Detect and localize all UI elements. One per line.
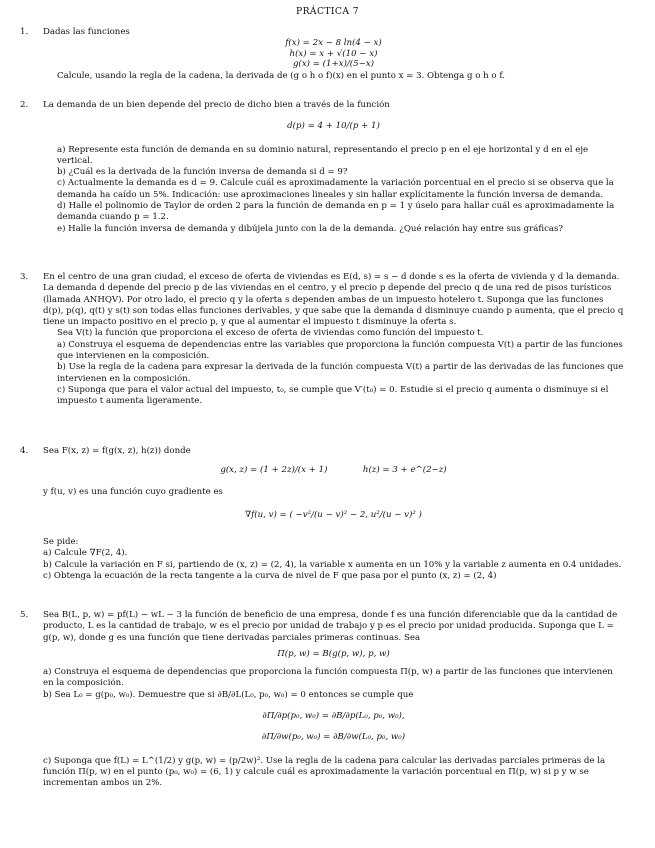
equation-h: h(x) = x + √(10 − x) [289,48,378,59]
problem-number: 4. [20,446,29,456]
equation-h: h(z) = 3 + e^(2−z) [362,465,447,476]
problem-item: b) ¿Cuál es la derivada de la función inversa de demanda si d = 9? [57,167,348,178]
problem-number: 2. [20,100,29,110]
problem-item: c) Suponga que f(L) = L^(1/2) y g(p, w) = (p/2w)². Use la regla de la cadena para calcular las derivadas parciales primeras de la función Π(p, w) en el punto (p₀, w₀) = (6, 1) y calcule cuál es aproximadamente la variación porcentual en Π(p, w) si p y w se incrementan ambos un 2%. [43,755,606,789]
problem-item: a) Construya el esquema de dependencias entre las variables que proporciona la función compuesta V(t) a partir de las funciones que intervienen en la composición. [57,339,623,362]
problem-item: b) Use la regla de la cadena para expresar la derivada de la función compuesta V(t) a partir de las derivadas de las funciones que intervienen en la composición. [57,362,624,384]
problem-intro: La demanda de un bien depende del precio de dicho bien a través de la función [43,100,390,110]
problem-intro: Sea F(x, z) = f(g(x, z), h(z)) donde [43,446,191,456]
problem-item: e) Halle la función inversa de demanda y dibújela junto con la de la demanda. ¿Qué relación hay entre sus gráficas? [57,223,564,234]
problem-number: 5. [20,610,29,620]
problem-number: 1. [20,27,29,37]
problem-intro: Dadas las funciones [43,27,130,37]
equation-pi: Π(p, w) = B(g(p, w), p, w) [277,648,390,659]
page-title: PRÁCTICA 7 [296,6,359,17]
problem-item: a) Construya el esquema de dependencias que proporciona la función compuesta Π(p, w) a partir de las funciones que intervienen en la composición. [43,667,613,689]
problem-item: b) Calcule la variación en F si, partiendo de (x, z) = (2, 4), la variable x aumenta en un 10% y la variable z aumenta en 0.4 unidades. [43,559,622,570]
problem-text: Calcule, usando la regla de la cadena, la derivada de (g o h o f)(x) en el punto x = 3. Obtenga g o h o f. [57,70,505,81]
se-pide: Se pide: [43,537,79,548]
equation-f: f(x) = 2x − 8 ln(4 − x) [285,38,382,49]
problem-item: a) Represente esta función de demanda en su dominio natural, representando el precio p en el eje horizontal y d en el eje vertical. [57,144,589,166]
problem-item: c) Obtenga la ecuación de la recta tangente a la curva de nivel de F que pasa por el punto (x, z) = (2, 4) [43,571,497,582]
problem-3 [20,272,624,408]
equations-g-h [43,465,624,476]
problem-5 [20,610,624,790]
problem-sea: Sea V(t) la función que proporciona el exceso de oferta de viviendas como función del impuesto t. [57,328,484,339]
problem-1 [20,27,624,82]
equation-b1: ∂Π/∂p(p₀, w₀) = ∂B/∂p(L₀, p₀, w₀), [262,711,405,722]
problem-paragraph: En el centro de una gran ciudad, el exceso de oferta de viviendas es E(d, s) = s − d donde s es la oferta de vivienda y d la demanda. La demanda d depende del precio p de las viviendas en el centro, y el precio p depende del precio q de una red de pisos turísticos (llamada ANHQV). Por otro lado, el precio q y la oferta s dependen ambas de un impuesto hotelero t. Suponga que las funciones d(p), p(q), q(t) y s(t) son todas ellas funciones derivables, y que sabe que la demanda d disminuye cuando p aumenta, que el precio q tiene un impacto positivo en el precio p, y que al aumentar el impuesto t disminuye la oferta s. [43,272,624,328]
problem-4 [20,446,624,582]
gradient-intro: y f(u, v) es una función cuyo gradiente es [43,486,223,497]
equation-gradient: ∇f(u, v) = ( −v²/(u − v)² − 2, u²/(u − v)² ) [245,509,422,520]
problem-item: a) Calcule ∇F(2, 4). [43,548,128,559]
problem-2 [20,100,624,235]
equation-demand: d(p) = 4 + 10/(p + 1) [287,121,380,132]
problem-item: b) Sea L₀ = g(p₀, w₀). Demuestre que si ∂B/∂L(L₀, p₀, w₀) = 0 entonces se cumple que [43,689,414,700]
problem-number: 3. [20,272,29,282]
equation-g: g(x, z) = (1 + 2z)/(x + 1) [220,465,328,476]
equation-g: g(x) = (1+x)/(5−x) [292,58,375,69]
problem-item: c) Actualmente la demanda es d = 9. Calcule cuál es aproximadamente la variación porcentual en el precio si se observa que la demanda ha caído un 5%. Indicación: use aproximaciones lineales y sin hallar explícitamente la función inversa de demanda. [57,178,614,200]
equation-b2: ∂Π/∂w(p₀, w₀) = ∂B/∂w(L₀, p₀, w₀) [261,732,406,743]
problem-paragraph: Sea B(L, p, w) = pf(L) − wL − 3 la función de beneficio de una empresa, donde f es una función diferenciable que da la cantidad de producto, L es la cantidad de trabajo, w es el precio por unidad de trabajo y p es el precio por unidad producida. Suponga que L = g(p, w), donde g es una función que tiene derivadas parciales primeras continuas. Sea [43,610,618,643]
problem-item: d) Halle el polinomio de Taylor de orden 2 para la función de demanda en p = 1 y úselo para hallar cuál es aproximadamente la demanda cuando p = 1.2. [57,201,615,223]
problem-item: c) Suponga que para el valor actual del impuesto, t₀, se cumple que V′(t₀) = 0. Estudie si el precio q aumenta o disminuye si el impuesto t aumenta ligeramente. [57,384,609,407]
